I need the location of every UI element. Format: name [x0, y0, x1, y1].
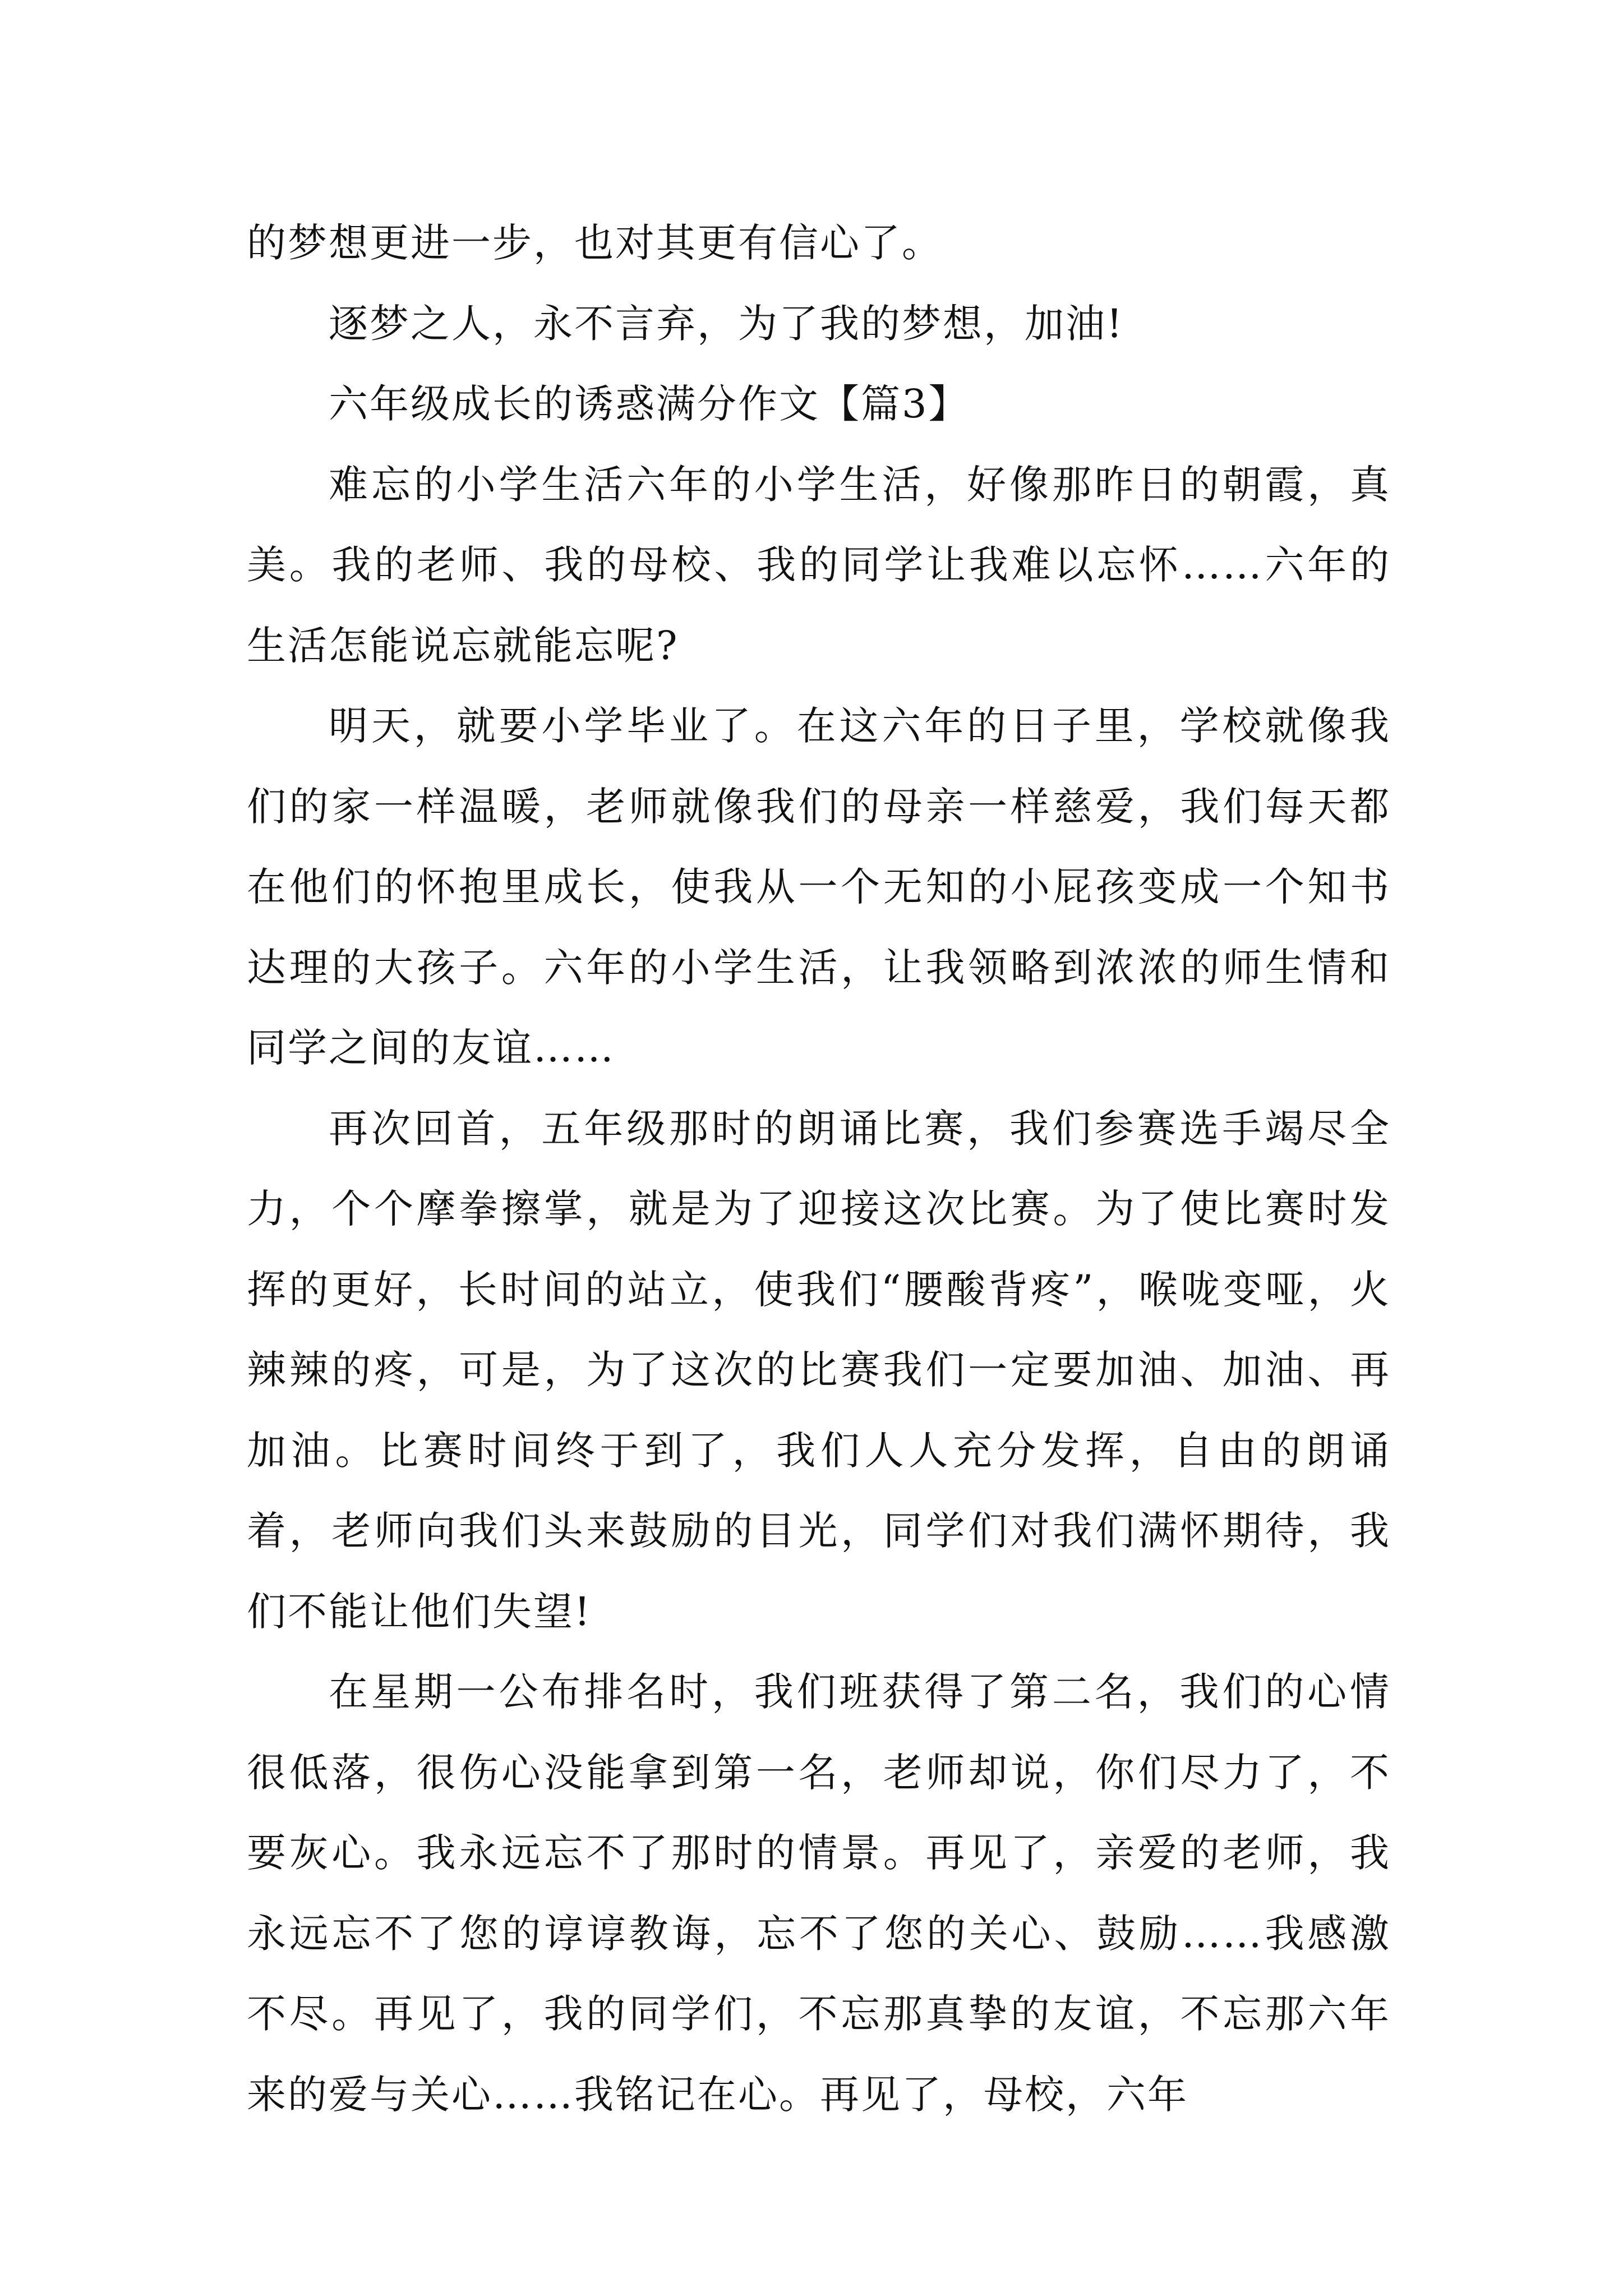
paragraph-continuation: 的梦想更进一步，也对其更有信心了。 [247, 220, 943, 266]
paragraph-farewell: 在星期一公布排名时，我们班获得了第二名，我们的心情很低落，很伤心没能拿到第一名，老师却说，你们尽力了，不要灰心。我永远忘不了那时的情景。再见了，亲爱的老师，我永远忘不了您的谆谆教诲，忘不了您的关心、鼓励……我感激不尽。再见了，我的同学们，不忘那真挚的友谊，不忘那六年来的爱与关心……我铭记在心。再见了，母校，六年 [247, 1669, 1391, 2118]
paragraph-recitation-contest: 再次回首，五年级那时的朗诵比赛，我们参赛选手竭尽全力，个个摩拳擦掌，就是为了迎接这次比赛。为了使比赛时发挥的更好，长时间的站立，使我们“腰酸背疼”，喉咙变哑，火辣辣的疼，可是，为了这次的比赛我们一定要加油、加油、再加油。比赛时间终于到了，我们人人充分发挥，自由的朗诵着，老师向我们头来鼓励的目光，同学们对我们满怀期待，我们不能让他们失望! [247, 1105, 1391, 1635]
section-title: 六年级成长的诱惑满分作文【篇3】 [329, 381, 970, 427]
paragraph-motto: 逐梦之人，永不言弃，为了我的梦想，加油! [329, 300, 1124, 347]
paragraph-graduation: 明天，就要小学毕业了。在这六年的日子里，学校就像我们的家一样温暖，老师就像我们的母亲一样慈爱，我们每天都在他们的怀抱里成长，使我从一个无知的小屁孩变成一个知书达理的大孩子。六年的小学生活，让我领略到浓浓的师生情和同学之间的友谊…… [247, 703, 1391, 1071]
paragraph-intro: 难忘的小学生活六年的小学生活，好像那昨日的朝霞，真美。我的老师、我的母校、我的同学让我难以忘怀……六年的生活怎能说忘就能忘呢? [247, 461, 1391, 669]
document-body [247, 203, 1391, 2135]
